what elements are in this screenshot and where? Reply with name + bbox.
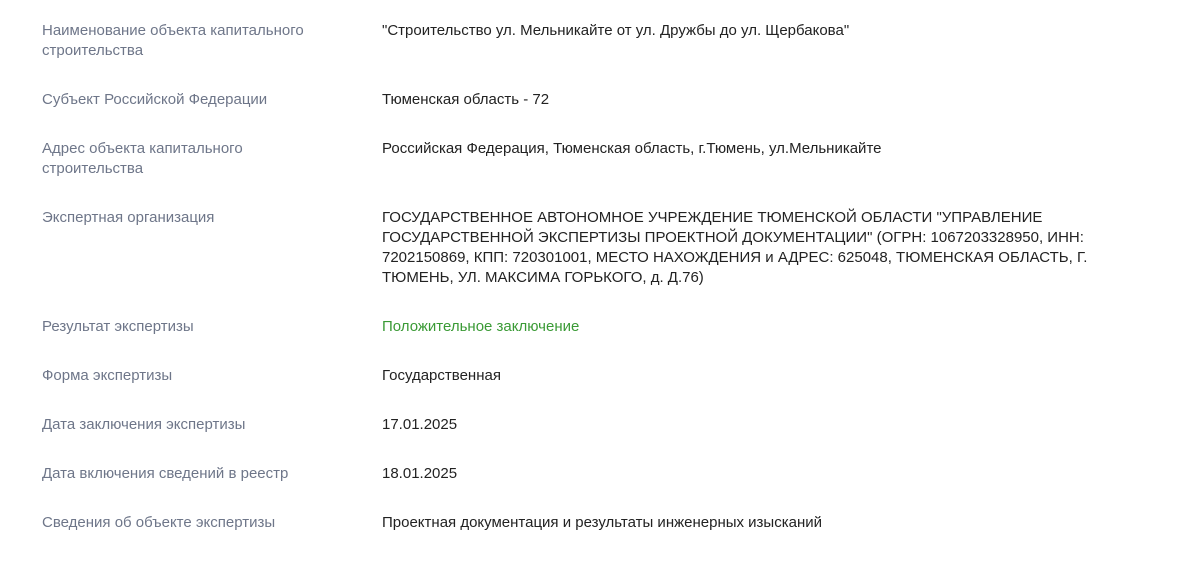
row-object-name xyxy=(0,21,1200,90)
row-registry-date xyxy=(0,464,1200,513)
row-federation-subject xyxy=(0,90,1200,139)
row-expertise-object xyxy=(0,513,1200,562)
field-value: 18.01.2025 xyxy=(382,465,458,482)
field-label: Дата включения сведений в реестр xyxy=(42,465,289,482)
row-conclusion-date xyxy=(0,415,1200,464)
field-label: Форма экспертизы xyxy=(42,367,173,384)
field-label: Сведения об объекте экспертизы xyxy=(42,514,276,531)
field-value: "Строительство ул. Мельникайте от ул. Дружбы до ул. Щербакова" xyxy=(382,22,850,39)
field-value: Государственная xyxy=(382,367,501,384)
field-label: Дата заключения экспертизы xyxy=(42,416,246,433)
row-expertise-form xyxy=(0,366,1200,415)
field-value: Российская Федерация, Тюменская область, г.Тюмень, ул.Мельникайте xyxy=(382,140,882,157)
field-label: Адрес объекта капитального строительства xyxy=(42,140,243,177)
field-value: 17.01.2025 xyxy=(382,416,458,433)
field-label: Субъект Российской Федерации xyxy=(42,91,268,108)
row-expert-organization xyxy=(0,208,1200,317)
field-value: Тюменская область - 72 xyxy=(382,91,550,108)
field-label: Наименование объекта капитального строительства xyxy=(42,22,304,59)
field-label: Результат экспертизы xyxy=(42,318,194,335)
row-expertise-result xyxy=(0,317,1200,366)
field-value: ГОСУДАРСТВЕННОЕ АВТОНОМНОЕ УЧРЕЖДЕНИЕ ТЮМЕНСКОЙ ОБЛАСТИ "УПРАВЛЕНИЕ ГОСУДАРСТВЕННОЙ ЭКСПЕРТИЗЫ ПРОЕКТНОЙ ДОКУМЕНТАЦИИ" (ОГРН: 1067203328950, ИНН: 7202150869, КПП: 720301001, МЕСТО НАХОЖДЕНИЯ и АДРЕС: 625048, ТЮМЕНСКАЯ ОБЛАСТЬ, Г. ТЮМЕНЬ, УЛ. МАКСИМА ГОРЬКОГО, д. Д.76) xyxy=(382,209,1088,286)
row-object-address xyxy=(0,139,1200,208)
field-label: Экспертная организация xyxy=(42,209,215,226)
field-value: Проектная документация и результаты инженерных изысканий xyxy=(382,514,822,531)
result-status: Положительное заключение xyxy=(382,318,580,335)
